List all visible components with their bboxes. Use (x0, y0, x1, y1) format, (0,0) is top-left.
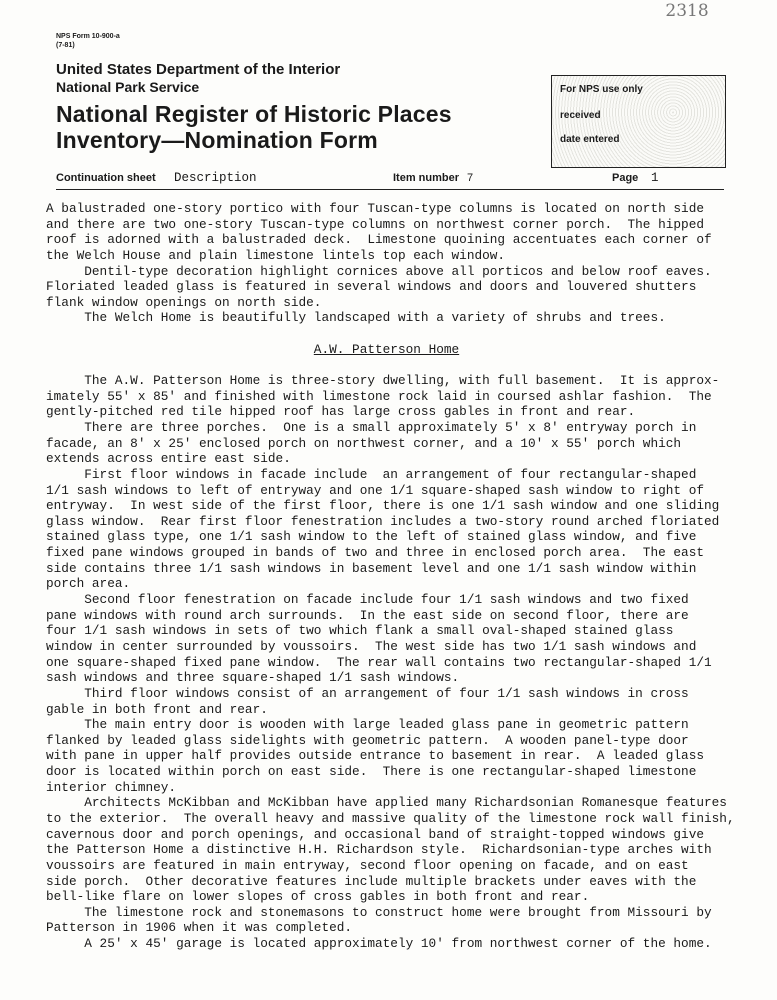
body-line: Third floor windows consist of an arrangement of four 1/1 sash windows in cross (46, 685, 689, 701)
body-line: imately 55' x 85' and finished with limestone rock laid in coursed ashlar fashion. The (46, 388, 712, 404)
service-name: National Park Service (56, 79, 200, 95)
body-line: The main entry door is wooden with large leaded glass pane in geometric pattern (46, 717, 689, 733)
page-number-value: 1 (651, 171, 659, 185)
body-line: The Welch Home is beautifully landscaped with a variety of shrubs and trees. (46, 310, 666, 326)
body-line: A 25' x 45' garage is located approximately 10' from northwest corner of the home. (46, 936, 712, 952)
body-line: the Patterson Home a distinctive H.H. Richardson style. Richardsonian-type arches with (46, 842, 712, 858)
body-line: bell-like flare on lower slopes of cross gables in both front and rear. (46, 889, 590, 905)
body-line: flank window openings on north side. (46, 294, 322, 310)
nps-use-only-label: For NPS use only (560, 84, 643, 95)
body-line: interior chimney. (46, 779, 177, 795)
body-line: sash windows and three square-shaped 1/1 sash windows. (46, 670, 460, 686)
section-heading: A.W. Patterson Home (313, 341, 460, 357)
body-line: roof is adorned with a balustraded deck. Limestone quoining accentuates each corner of (46, 232, 712, 248)
body-line: A balustraded one-story portico with four Tuscan-type columns is located on north side (46, 201, 705, 216)
body-line: facade, an 8' x 25' enclosed porch on northwest corner, and a 10' x 55' porch which (46, 435, 682, 451)
form-title-line2: Inventory—Nomination Form (56, 127, 378, 153)
description-body (46, 201, 736, 952)
page-label: Page (612, 172, 639, 184)
form-number-text: NPS Form 10-900-a (56, 33, 120, 40)
body-line: extends across entire east side. (46, 451, 291, 467)
form-number (56, 32, 120, 50)
body-line: stained glass type, one 1/1 sash window to the left of stained glass window, and five (46, 529, 697, 545)
body-line: voussoirs are featured in main entryway, second floor opening on facade, and on east (46, 857, 689, 873)
body-line: Patterson in 1906 when it was completed. (46, 920, 353, 936)
nps-use-only-box (551, 75, 726, 168)
body-line: side porch. Other decorative features include multiple brackets under eaves with the (46, 873, 697, 889)
body-line: fixed pane windows grouped in bands of two and three in enclosed porch area. The east (46, 545, 705, 561)
body-line: Architects McKibban and McKibban have applied many Richardsonian Romanesque features (46, 795, 727, 811)
body-line: gable in both front and rear. (46, 701, 268, 717)
body-line: window in center surrounded by voussoirs. The west side has two 1/1 sash windows and (46, 638, 697, 654)
continuation-row (56, 172, 724, 189)
body-line: flanked by leaded glass sidelights with geometric pattern. A wooden panel-type door (46, 732, 689, 748)
body-line: First floor windows in facade include an arrangement of four rectangular-shaped (46, 466, 697, 482)
item-number-label: Item number (393, 172, 460, 184)
continuation-sheet-value: Description (174, 171, 257, 185)
body-line: one square-shaped fixed pane window. The rear wall contains two rectangular-shaped 1/1 (46, 654, 712, 670)
form-date-text: (7-81) (56, 42, 75, 49)
body-line: Dentil-type decoration highlight cornices above all porticos and below roof eaves. (46, 263, 712, 279)
item-number-value: 7 (467, 172, 474, 184)
handwritten-mark: ᠌ 2318 (660, 1, 709, 21)
body-line: 1/1 sash windows to left of entryway and one 1/1 square-shaped sash window to right of (46, 482, 705, 498)
continuation-sheet-label: Continuation sheet (56, 172, 156, 184)
body-line: There are three porches. One is a small approximately 5' x 8' entryway porch in (46, 419, 697, 435)
department-name: United States Department of the Interior (56, 61, 341, 78)
body-line: cavernous door and porch openings, and occasional band of straight-topped windows give (46, 826, 705, 842)
body-line: door is located within porch on east side. There is one rectangular-shaped limestone (46, 764, 697, 780)
form-title-line1: National Register of Historic Places (56, 101, 452, 127)
body-line: with pane in upper half provides outside entrance to basement in rear. A leaded glass (46, 748, 705, 764)
body-line: and there are two one-story Tuscan-type columns on northwest corner porch. The hipped (46, 216, 705, 232)
body-line: glass window. Rear first floor fenestration includes a two-story round arched floriated (46, 513, 720, 529)
body-line: side contains three 1/1 sash windows in basement level and one 1/1 sash window within (46, 560, 697, 576)
date-entered-label: date entered (560, 134, 620, 145)
body-line: entryway. In west side of the first floor, there is one 1/1 sash window and one sliding (46, 498, 720, 514)
body-line: The limestone rock and stonemasons to construct home were brought from Missouri by (46, 904, 712, 920)
body-line: four 1/1 sash windows in sets of two which flank a small oval-shaped stained glass (46, 623, 674, 639)
body-line: Second floor fenestration on facade include four 1/1 sash windows and two fixed (46, 592, 689, 608)
body-line (46, 326, 736, 342)
body-line: to the exterior. The overall heavy and massive quality of the limestone rock wall finish, (46, 810, 735, 826)
header-rule (56, 189, 724, 190)
body-line: The A.W. Patterson Home is three-story dwelling, with full basement. It is approx- (46, 373, 720, 389)
body-line: porch area. (46, 576, 131, 592)
body-line (46, 357, 736, 373)
body-line: the Welch House and plain limestone lintels top each window. (46, 247, 506, 263)
body-line: Floriated leaded glass is featured in several windows and doors and louvered shutters (46, 279, 697, 295)
body-line: pane windows with round arch surrounds. In the east side on second floor, there are (46, 607, 689, 623)
received-label: received (560, 110, 601, 121)
body-line: gently-pitched red tile hipped roof has large cross gables in front and rear. (46, 404, 636, 420)
